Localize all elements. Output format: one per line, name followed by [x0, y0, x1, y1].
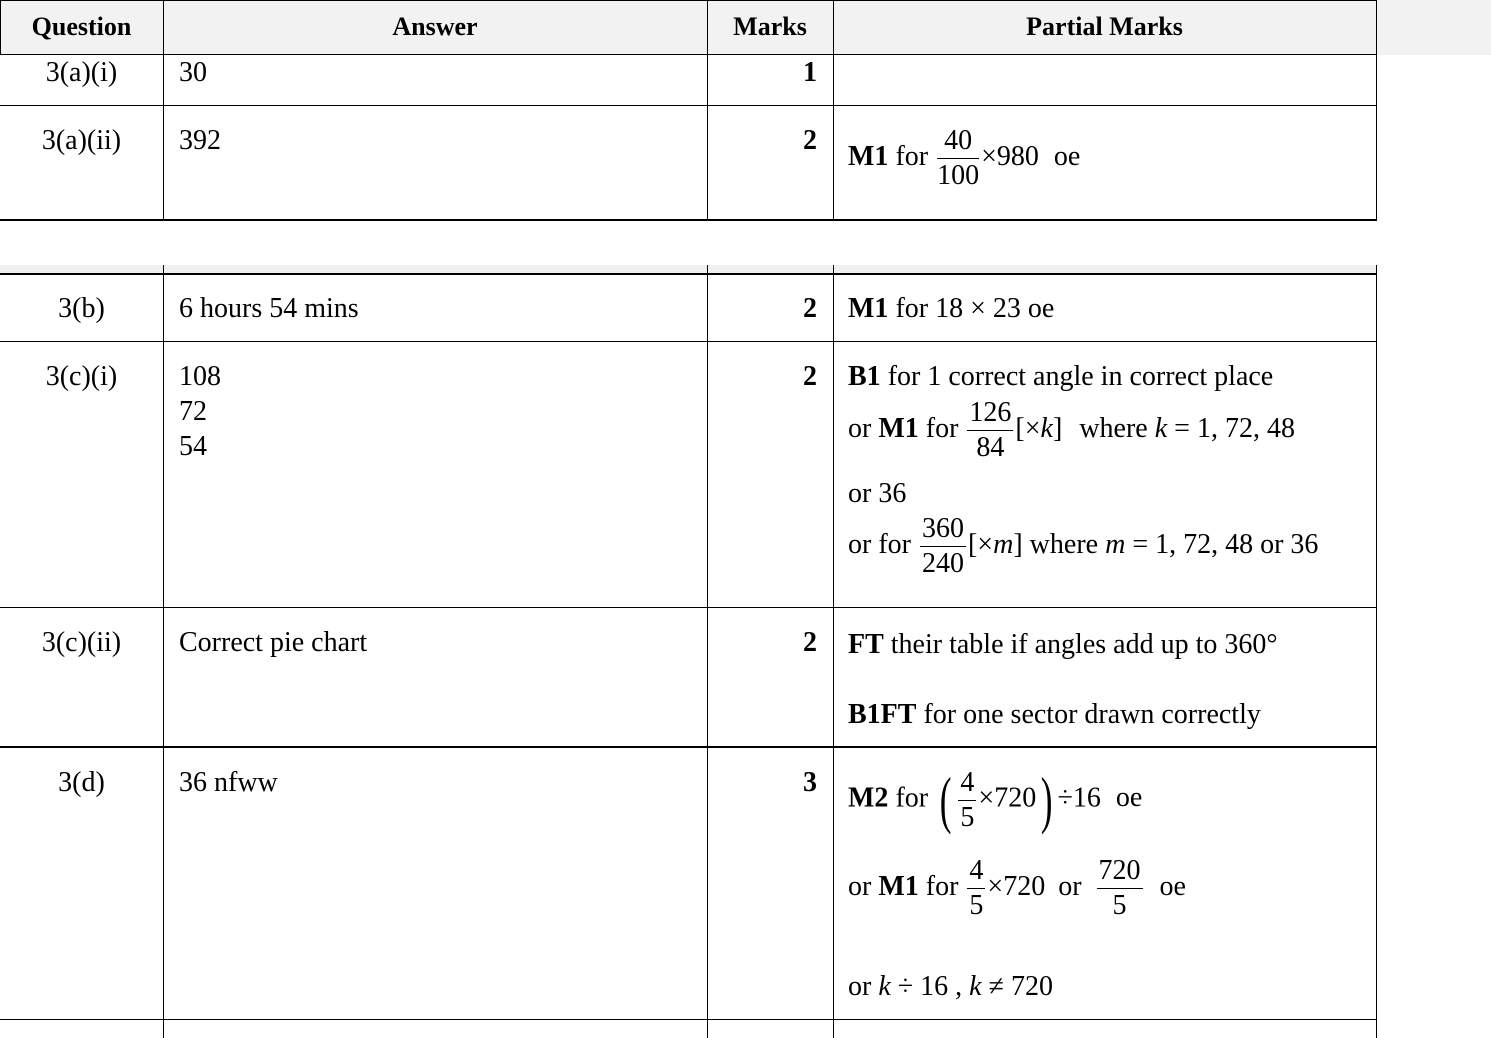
question-cell: 3(b)	[58, 293, 105, 324]
partial-line	[848, 628, 1278, 662]
question-cell: 3(a)(ii)	[41, 125, 122, 156]
left-paren: (	[939, 764, 952, 835]
marks-cell: 1	[803, 57, 817, 88]
answer-cell: 54	[179, 431, 207, 462]
text: m	[993, 528, 1014, 560]
text: for	[895, 782, 929, 814]
partial-marks-cell	[848, 127, 1080, 190]
text: for 1 correct angle in correct place	[887, 361, 1274, 392]
text: ]	[1052, 412, 1063, 444]
question-cell: 3(a)(i)	[45, 57, 118, 88]
text: where	[1079, 412, 1148, 444]
col-line-q	[163, 55, 164, 220]
fraction: $\frac{4}{5}$	[969, 855, 984, 921]
mark-code: M1	[848, 293, 889, 324]
partial-line	[848, 399, 1295, 462]
text: oe	[1053, 140, 1081, 172]
text: = 1, 72, 48	[1174, 412, 1295, 444]
col-line-q	[163, 265, 164, 1038]
marks-cell: 2	[803, 293, 817, 324]
text: k	[1154, 412, 1168, 444]
text: or for	[848, 528, 911, 560]
partial-line	[848, 698, 1261, 732]
mark-code: M1	[878, 412, 919, 444]
mark-code: M2	[848, 782, 889, 814]
right-paren: )	[1040, 764, 1053, 835]
partial-line	[848, 764, 1143, 835]
text: for	[895, 140, 929, 172]
fraction: $\frac{126}{84}$	[969, 397, 1012, 463]
text: ×980	[981, 140, 1039, 172]
fraction: $\frac{4}{5}$	[960, 766, 975, 833]
header-answer: Answer	[392, 12, 478, 41]
marks-cell: 2	[803, 361, 817, 392]
answer-cell: 6 hours 54 mins	[179, 293, 359, 324]
mark-code: B1	[848, 361, 881, 392]
partial-line	[848, 970, 1053, 1004]
answer-cell: 36 nfww	[179, 767, 278, 798]
text: k	[969, 971, 982, 1002]
text: [×	[967, 528, 994, 560]
answer-cell: 72	[179, 396, 207, 427]
col-line-p	[1376, 55, 1377, 220]
answer-cell: 108	[179, 361, 221, 392]
block-bottom-border	[0, 219, 1377, 221]
partial-line	[848, 360, 1273, 394]
text: for	[925, 412, 959, 444]
fraction: $\frac{40}{100}$	[937, 125, 980, 191]
question-cell: 3(d)	[58, 767, 105, 798]
fraction: $\frac{360}{240}$	[921, 513, 964, 579]
marks-cell: 2	[803, 125, 817, 156]
marks-cell: 2	[803, 627, 817, 658]
text: m	[1105, 528, 1126, 560]
mark-code: B1FT	[848, 699, 917, 730]
col-line-m	[833, 265, 834, 1038]
text: ×720	[987, 870, 1046, 902]
answer-cell: Correct pie chart	[179, 627, 368, 658]
mark-code: FT	[848, 629, 884, 660]
text: or	[1058, 870, 1082, 902]
header-bottom-border	[0, 54, 1376, 55]
col-line-m	[833, 55, 834, 220]
row-divider	[0, 341, 1376, 342]
text: for 18 × 23 oe	[895, 293, 1055, 324]
text: ]	[1013, 528, 1023, 560]
text: ÷ 16 ,	[897, 971, 963, 1002]
text: ÷16	[1057, 782, 1101, 814]
header-question: Question	[31, 12, 132, 41]
page-break-shade	[0, 265, 1376, 273]
text: where	[1029, 528, 1099, 560]
partial-line: or 36	[848, 478, 907, 509]
col-line-p	[1376, 265, 1377, 1038]
header-partial-marks: Partial Marks	[1026, 12, 1183, 41]
block-top-border	[0, 273, 1377, 275]
partial-marks-cell	[848, 292, 1054, 326]
row-divider	[0, 1019, 1376, 1020]
answer-cell: 30	[179, 57, 207, 88]
text: = 1, 72, 48 or 36	[1132, 528, 1319, 560]
marks-cell: 3	[803, 767, 817, 798]
question-cell: 3(c)(ii)	[41, 627, 122, 658]
text: or	[848, 971, 872, 1002]
text: k	[878, 971, 891, 1002]
text: oe	[1115, 782, 1143, 814]
question-cell: 3(c)(i)	[45, 361, 118, 392]
text: or	[848, 412, 872, 444]
mark-code: M1	[878, 870, 919, 902]
partial-line	[848, 857, 1186, 920]
text: for one sector drawn correctly	[923, 699, 1261, 730]
text: oe	[1159, 870, 1186, 902]
text: or	[848, 870, 872, 902]
header-right-border	[1376, 0, 1377, 55]
header-marks: Marks	[733, 12, 807, 41]
text: ≠ 720	[988, 971, 1053, 1002]
fraction: $\frac{720}{5}$	[1098, 855, 1141, 921]
text: ×720	[978, 782, 1037, 814]
row-divider	[0, 105, 1376, 106]
partial-line	[848, 515, 1318, 578]
text: [×	[1015, 412, 1041, 444]
row-divider	[0, 746, 1377, 748]
answer-cell: 392	[179, 125, 221, 156]
text: their table if angles add up to 360°	[890, 629, 1278, 660]
header-top-border	[0, 0, 1376, 1]
mark-code: M1	[848, 140, 889, 172]
header-extension	[1376, 0, 1491, 55]
text: k	[1040, 412, 1053, 444]
row-divider	[0, 607, 1376, 608]
text: for	[925, 870, 959, 902]
